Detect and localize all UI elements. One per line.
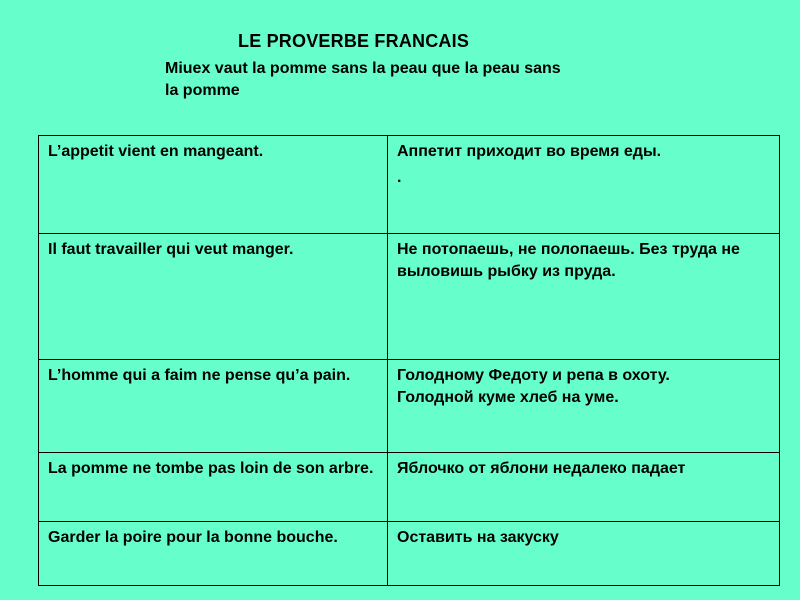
russian-proverb-cell bbox=[388, 522, 780, 586]
table-row bbox=[39, 234, 780, 360]
russian-proverb-cell bbox=[388, 136, 780, 234]
french-proverb-cell bbox=[39, 360, 388, 453]
page-subtitle: Miuex vaut la pomme sans la peau que la peau sans la pomme bbox=[165, 60, 561, 99]
page-title: LE PROVERBE FRANCAIS bbox=[238, 31, 470, 51]
french-proverb-cell bbox=[39, 234, 388, 360]
french-proverb: L’appetit vient en mangeant. bbox=[48, 143, 264, 160]
russian-proverb: Аппетит приходит во время еды. bbox=[397, 143, 662, 160]
french-proverb: L’homme qui a faim ne pense qu’a pain. bbox=[48, 367, 351, 384]
french-proverb: Il faut travailler qui veut manger. bbox=[48, 241, 294, 258]
french-proverb-cell bbox=[39, 453, 388, 522]
russian-proverb-cell bbox=[388, 453, 780, 522]
french-proverb-cell bbox=[39, 136, 388, 234]
french-proverb: La pomme ne tombe pas loin de son arbre. bbox=[48, 460, 374, 477]
french-proverb-cell bbox=[39, 522, 388, 586]
table-row bbox=[39, 522, 780, 586]
russian-proverb: Не потопаешь, не полопаешь. Без труда не выловишь рыбку из пруда. bbox=[397, 241, 740, 280]
russian-proverb: Оставить на закуску bbox=[397, 529, 559, 546]
proverbs-table bbox=[38, 135, 780, 586]
french-proverb: Garder la poire pour la bonne bouche. bbox=[48, 529, 338, 546]
russian-proverb-extra: . bbox=[397, 169, 402, 186]
russian-proverb-cell bbox=[388, 360, 780, 453]
russian-proverb: Голодному Федоту и репа в охоту. bbox=[397, 367, 670, 384]
russian-proverb-extra: Голодной куме хлеб на уме. bbox=[397, 389, 619, 406]
russian-proverb: Яблочко от яблони недалеко падает bbox=[397, 460, 686, 477]
table-row bbox=[39, 453, 780, 522]
table-row bbox=[39, 360, 780, 453]
table-row bbox=[39, 136, 780, 234]
russian-proverb-cell bbox=[388, 234, 780, 360]
